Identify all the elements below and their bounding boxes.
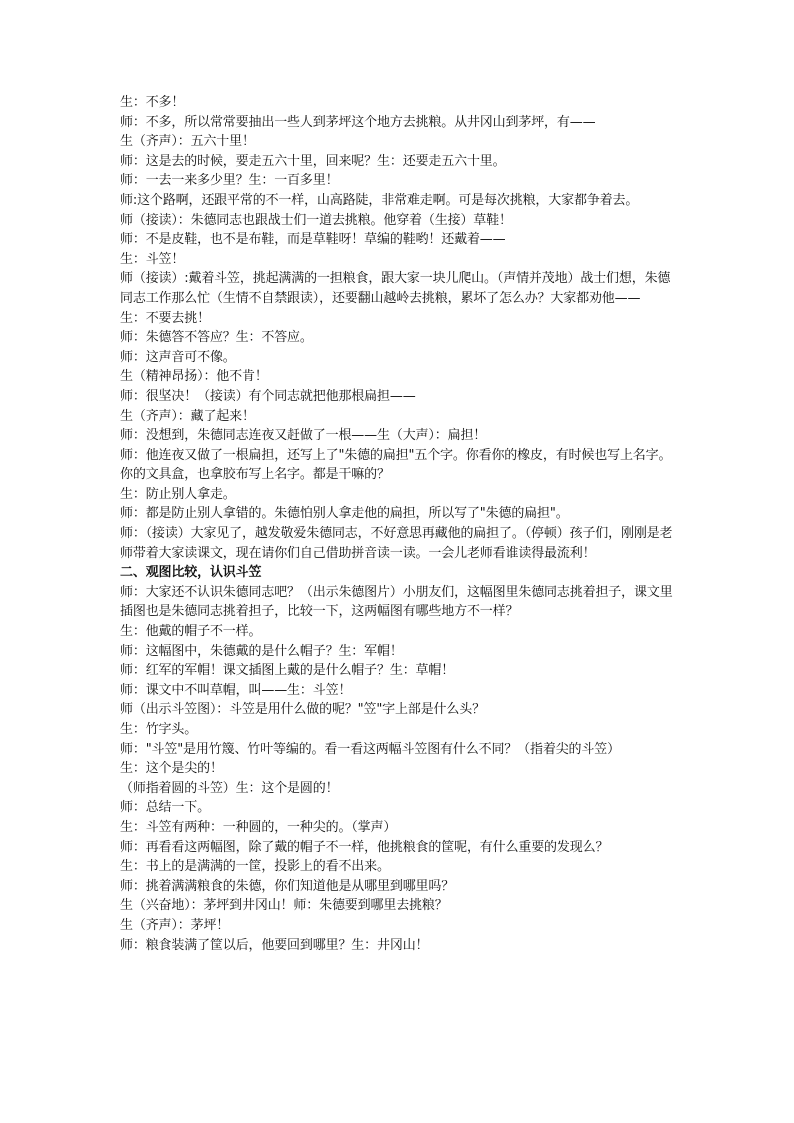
dialogue-line: 师：挑着满满粮食的朱德，你们知道他是从哪里到哪里吗？ bbox=[120, 878, 455, 894]
dialogue-line: 师（接读）：朱德同志也跟战士们一道去挑粮。他穿着（生接）草鞋！ bbox=[120, 212, 512, 228]
dialogue-line: 师：他连夜又做了一根扁担，还写上了"朱德的扁担"五个字。你看你的橡皮，有时候也写上名字。你的文具盒，也拿胶布写上名字。都是干嘛的？ bbox=[120, 447, 672, 483]
dialogue-line: 生：这个是尖的！ bbox=[120, 761, 223, 777]
dialogue-line: 生：斗笠！ bbox=[120, 251, 185, 267]
dialogue-line: 生（齐声）：藏了起来！ bbox=[120, 408, 255, 424]
dialogue-line: 师：这声音可不像。 bbox=[120, 349, 236, 365]
dialogue-line: 生（齐声）：茅坪！ bbox=[120, 917, 230, 933]
dialogue-line: 生（齐声）：五六十里！ bbox=[120, 134, 255, 150]
dialogue-line: 生：防止别人拿走。 bbox=[120, 486, 236, 502]
dialogue-line: 师：很坚决！（接读）有个同志就把他那根扁担—— bbox=[120, 388, 416, 404]
dialogue-line: 生：斗笠有两种：一种圆的，一种尖的。（掌声） bbox=[120, 819, 397, 835]
dialogue-line: 师：粮食装满了筐以后，他要回到哪里？生：井冈山！ bbox=[120, 937, 429, 953]
dialogue-line: 师（出示斗笠图）：斗笠是用什么做的呢？"笠"字上部是什么头？ bbox=[120, 702, 485, 718]
dialogue-line: 师：一去一来多少里？生：一百多里！ bbox=[120, 173, 339, 189]
dialogue-line: 师：再看看这两幅图，除了戴的帽子不一样，他挑粮食的筐呢，有什么重要的发现么？ bbox=[120, 839, 609, 855]
dialogue-line: 师：都是防止别人拿错的。朱德怕别人拿走他的扁担，所以写了"朱德的扁担"。 bbox=[120, 506, 569, 522]
dialogue-line: 师：这是去的时候，要走五六十里，回来呢？生：还要走五六十里。 bbox=[120, 153, 506, 169]
dialogue-line: 生（兴奋地）：茅坪到井冈山！师：朱德要到哪里去挑粮？ bbox=[120, 898, 448, 914]
dialogue-line: 师：课文中不叫草帽，叫——生：斗笠！ bbox=[120, 682, 352, 698]
dialogue-line: 师：大家还不认识朱德同志吧？（出示朱德图片）小朋友们，这幅图里朱德同志挑着担子，课文里插图也是朱德同志挑着担子，比较一下，这两幅图有哪些地方不一样？ bbox=[120, 584, 673, 620]
dialogue-line: 师（接读）:戴着斗笠，挑起满满的一担粮食，跟大家一块儿爬山。（声情并茂地）战士们想，朱德同志工作那么忙（生情不自禁跟读），还要翻山越岭去挑粮，累坏了怎么办？大家都劝他—— bbox=[120, 271, 671, 306]
dialogue-line: 师：红军的军帽！课文插图上戴的是什么帽子？生：草帽！ bbox=[120, 663, 455, 679]
dialogue-line: 生：不要去挑！ bbox=[120, 310, 210, 326]
dialogue-line: 生：不多！ bbox=[120, 95, 185, 110]
document-page bbox=[120, 93, 678, 955]
dialogue-line: 师：朱德答不答应？生：不答应。 bbox=[120, 330, 313, 346]
dialogue-line: 生：他戴的帽子不一样。 bbox=[120, 624, 262, 640]
dialogue-line: 师：（接读）大家见了，越发敬爱朱德同志，不好意思再藏他的扁担了。（停顿）孩子们，刚刚是老师带着大家读课文，现在请你们自己借助拼音读一读。一会儿老师看谁读得最流利！ bbox=[120, 526, 673, 561]
dialogue-line: 生：竹字头。 bbox=[120, 722, 198, 737]
dialogue-line: （师指着圆的斗笠）生：这个是圆的！ bbox=[120, 780, 339, 796]
dialogue-line: 生（精神昂扬）：他不肯！ bbox=[120, 369, 268, 385]
dialogue-line: 师：总结一下。 bbox=[120, 800, 210, 816]
dialogue-line: 师：这幅图中，朱德戴的是什么帽子？生：军帽！ bbox=[120, 643, 403, 659]
dialogue-line: 师：没想到，朱德同志连夜又赶做了一根——生（大声）：扁担！ bbox=[120, 428, 487, 444]
section-heading: 二、观图比较，认识斗笠 bbox=[120, 565, 262, 581]
dialogue-line: 师:这个路啊，还跟平常的不一样，山高路陡，非常难走啊。可是每次挑粮，大家都争着去。 bbox=[120, 192, 639, 208]
dialogue-line: 师："斗笠"是用竹篾、竹叶等编的。看一看这两幅斗笠图有什么不同？（指着尖的斗笠） bbox=[120, 741, 620, 757]
dialogue-line: 师：不是皮鞋，也不是布鞋，而是草鞋呀！草编的鞋哟！还戴着—— bbox=[120, 232, 506, 248]
dialogue-line: 生：书上的是满满的一筐，投影上的看不出来。 bbox=[120, 859, 390, 875]
dialogue-line: 师：不多，所以常常要抽出一些人到茅坪这个地方去挑粮。从井冈山到茅坪，有—— bbox=[120, 114, 596, 130]
